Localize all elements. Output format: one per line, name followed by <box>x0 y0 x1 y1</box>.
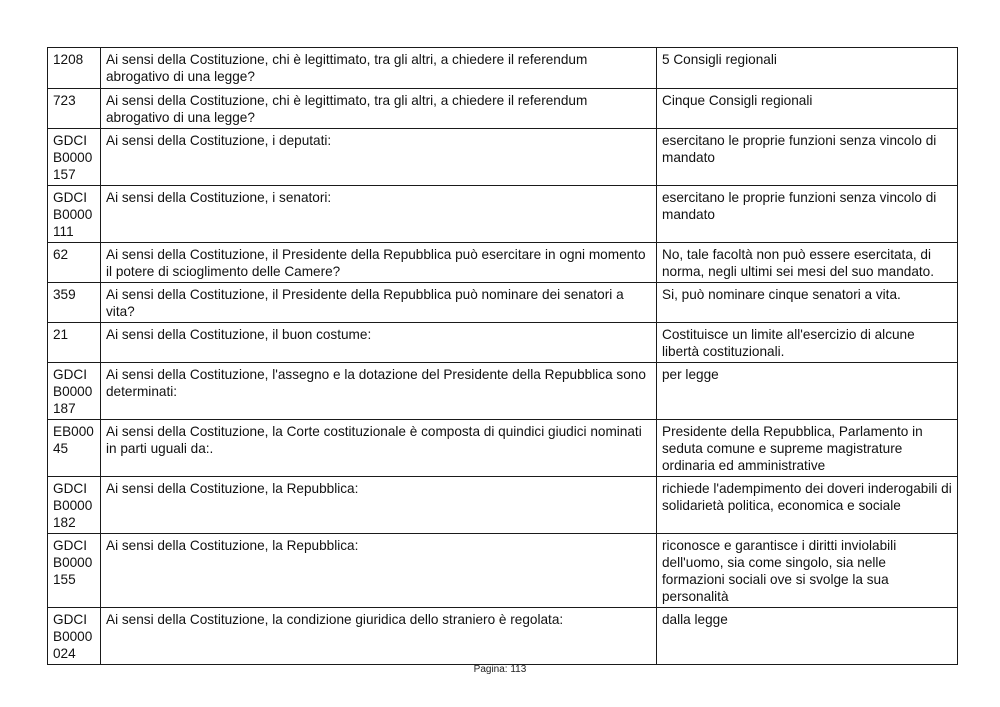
questions-table <box>47 47 958 665</box>
answer-text-cell: 5 Consigli regionali <box>657 48 958 89</box>
question-text-cell: Ai sensi della Costituzione, il buon costume: <box>101 323 657 363</box>
question-id-cell: GDCIB0000157 <box>48 129 101 186</box>
answer-text-cell: richiede l'adempimento dei doveri inderogabili di solidarietà politica, economica e sociale <box>657 477 958 534</box>
question-text-cell: Ai sensi della Costituzione, i deputati: <box>101 129 657 186</box>
table-row <box>48 363 958 420</box>
question-id-cell: GDCIB0000155 <box>48 534 101 608</box>
question-text-cell: Ai sensi della Costituzione, il Presidente della Repubblica può esercitare in ogni momento il potere di scioglimento delle Camere? <box>101 243 657 283</box>
answer-text-cell: No, tale facoltà non può essere esercitata, di norma, negli ultimi sei mesi del suo mandato. <box>657 243 958 283</box>
question-text-cell: Ai sensi della Costituzione, l'assegno e la dotazione del Presidente della Repubblica sono determinati: <box>101 363 657 420</box>
table-row <box>48 186 958 243</box>
question-id-cell: EB00045 <box>48 420 101 477</box>
table-row <box>48 283 958 323</box>
page-number-footer: Pagina: 113 <box>473 664 527 675</box>
answer-text-cell: Cinque Consigli regionali <box>657 89 958 129</box>
table-row <box>48 48 958 89</box>
answer-text-cell: Presidente della Repubblica, Parlamento in seduta comune e supreme magistrature ordinaria ed amministrative <box>657 420 958 477</box>
question-id-cell: GDCIB0000111 <box>48 186 101 243</box>
question-text-cell: Ai sensi della Costituzione, la Repubblica: <box>101 534 657 608</box>
question-id-cell: 62 <box>48 243 101 283</box>
answer-text-cell: Costituisce un limite all'esercizio di alcune libertà costituzionali. <box>657 323 958 363</box>
question-id-cell: GDCIB0000182 <box>48 477 101 534</box>
question-text-cell: Ai sensi della Costituzione, la condizione giuridica dello straniero è regolata: <box>101 608 657 665</box>
question-text-cell: Ai sensi della Costituzione, chi è legittimato, tra gli altri, a chiedere il referendum abrogativo di una legge? <box>101 89 657 129</box>
question-text-cell: Ai sensi della Costituzione, la Corte costituzionale è composta di quindici giudici nominati in parti uguali da:. <box>101 420 657 477</box>
question-text-cell: Ai sensi della Costituzione, la Repubblica: <box>101 477 657 534</box>
table-row <box>48 89 958 129</box>
questions-table-body <box>48 48 958 665</box>
question-id-cell: 723 <box>48 89 101 129</box>
question-id-cell: 359 <box>48 283 101 323</box>
table-row <box>48 534 958 608</box>
question-text-cell: Ai sensi della Costituzione, chi è legittimato, tra gli altri, a chiedere il referendum abrogativo di una legge? <box>101 48 657 89</box>
table-row <box>48 323 958 363</box>
table-row <box>48 477 958 534</box>
answer-text-cell: esercitano le proprie funzioni senza vincolo di mandato <box>657 129 958 186</box>
table-row <box>48 608 958 665</box>
table-row <box>48 243 958 283</box>
question-id-cell: GDCIB0000024 <box>48 608 101 665</box>
question-id-cell: 1208 <box>48 48 101 89</box>
table-row <box>48 129 958 186</box>
question-id-cell: 21 <box>48 323 101 363</box>
question-text-cell: Ai sensi della Costituzione, il Presidente della Repubblica può nominare dei senatori a vita? <box>101 283 657 323</box>
answer-text-cell: Si, può nominare cinque senatori a vita. <box>657 283 958 323</box>
question-id-cell: GDCIB0000187 <box>48 363 101 420</box>
table-row <box>48 420 958 477</box>
question-text-cell: Ai sensi della Costituzione, i senatori: <box>101 186 657 243</box>
answer-text-cell: per legge <box>657 363 958 420</box>
answer-text-cell: esercitano le proprie funzioni senza vincolo di mandato <box>657 186 958 243</box>
answer-text-cell: dalla legge <box>657 608 958 665</box>
answer-text-cell: riconosce e garantisce i diritti inviolabili dell'uomo, sia come singolo, sia nelle formazioni sociali ove si svolge la sua personalità <box>657 534 958 608</box>
